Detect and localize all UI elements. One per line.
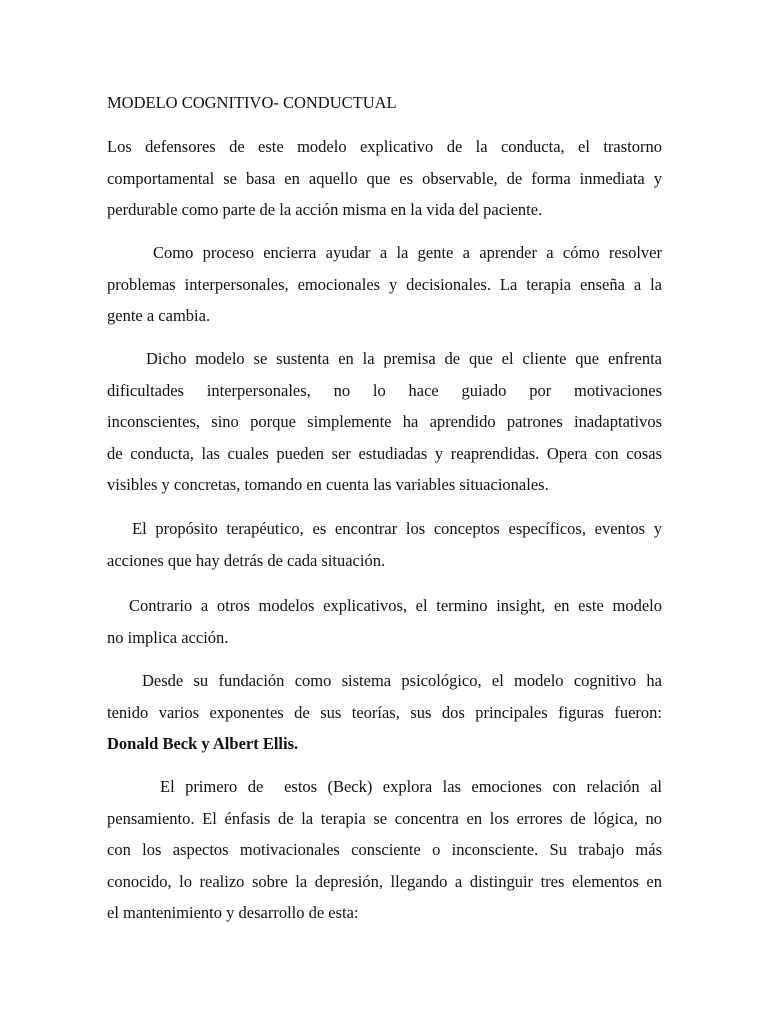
paragraph-line: gente a cambia. <box>107 306 211 325</box>
highlighted-names: Donald Beck y Albert Ellis. <box>107 734 299 753</box>
paragraph-line: el mantenimiento y desarrollo de esta: <box>107 903 359 922</box>
paragraph-line: Como proceso encierra ayudar a la gente a aprender a cómo resolver <box>153 243 662 262</box>
paragraph-line: inconscientes, sino porque simplemente ha aprendido patrones inadaptativos <box>107 412 662 431</box>
paragraph-line: El propósito terapéutico, es encontrar los conceptos específicos, eventos y <box>132 519 662 538</box>
paragraph-line: acciones que hay detrás de cada situación. <box>107 550 386 570</box>
document-title: MODELO COGNITIVO- CONDUCTUAL <box>107 93 397 112</box>
paragraph-line: perdurable como parte de la acción misma en la vida del paciente. <box>107 200 543 219</box>
paragraph-5 <box>107 590 662 653</box>
paragraph-4 <box>107 513 662 576</box>
paragraph-line: pensamiento. El énfasis de la terapia se concentra en los errores de lógica, no <box>107 808 662 828</box>
paragraph-line: Contrario a otros modelos explicativos, el termino insight, en este modelo <box>129 596 662 615</box>
paragraph-line: tenido varios exponentes de sus teorías, sus dos principales figuras fueron: <box>107 702 662 722</box>
paragraph-line: conocido, lo realizo sobre la depresión, llegando a distinguir tres elementos en <box>107 871 662 891</box>
paragraph-6 <box>107 665 662 760</box>
paragraph-7 <box>107 771 662 929</box>
paragraph-line: visibles y concretas, tomando en cuenta las variables situacionales. <box>107 475 549 494</box>
paragraph-line: problemas interpersonales, emocionales y decisionales. La terapia enseña a la <box>107 274 662 294</box>
paragraph-line: con los aspectos motivacionales consciente o inconsciente. Su trabajo más <box>107 840 662 859</box>
paragraph-line: Dicho modelo se sustenta en la premisa de que el cliente que enfrenta <box>146 349 662 368</box>
paragraph-line: no implica acción. <box>107 627 229 647</box>
paragraph-1 <box>107 131 662 226</box>
paragraph-3 <box>107 343 662 501</box>
paragraph-line: Los defensores de este modelo explicativo de la conducta, el trastorno <box>107 137 662 156</box>
paragraph-2 <box>107 237 662 332</box>
paragraph-line: El primero de estos (Beck) explora las emociones con relación al <box>160 777 662 796</box>
paragraph-line: Desde su fundación como sistema psicológico, el modelo cognitivo ha <box>142 671 662 690</box>
paragraph-line: dificultades interpersonales, no lo hace guiado por motivaciones <box>107 380 662 400</box>
paragraph-line: de conducta, las cuales pueden ser estudiadas y reaprendidas. Opera con cosas <box>107 443 662 463</box>
paragraph-line: comportamental se basa en aquello que es observable, de forma inmediata y <box>107 168 662 188</box>
